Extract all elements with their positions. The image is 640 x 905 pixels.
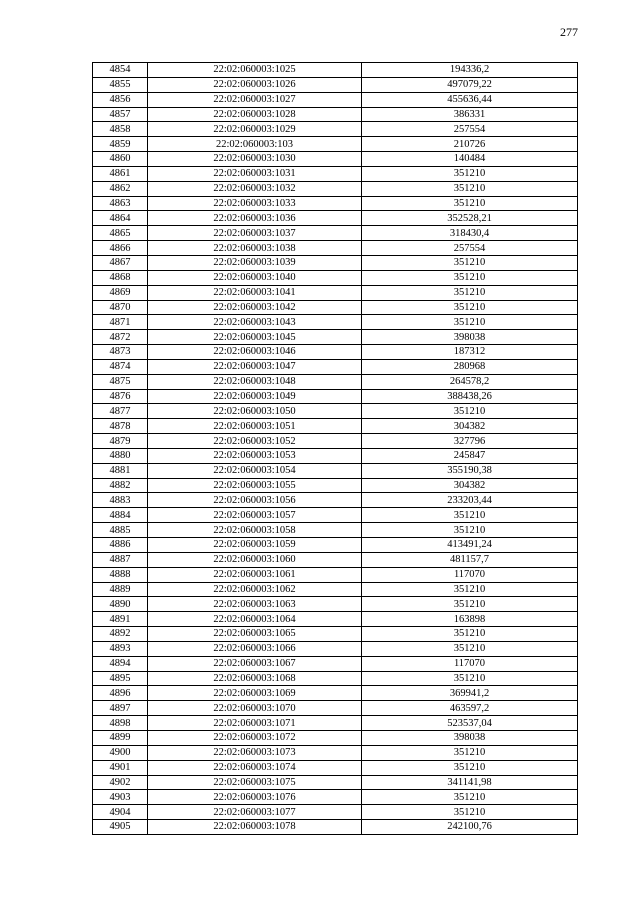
row-number-cell: 4858: [93, 122, 148, 137]
cadastral-number-cell: 22:02:060003:1069: [148, 686, 362, 701]
table-row: [93, 196, 578, 211]
row-number-cell: 4871: [93, 315, 148, 330]
table-row: [93, 612, 578, 627]
row-number-cell: 4891: [93, 612, 148, 627]
value-cell: 351210: [362, 790, 578, 805]
row-number-cell: 4889: [93, 582, 148, 597]
table-row: [93, 315, 578, 330]
table-row: [93, 241, 578, 256]
table-row: [93, 820, 578, 835]
table-row: [93, 285, 578, 300]
table-row: [93, 805, 578, 820]
cadastral-number-cell: 22:02:060003:1076: [148, 790, 362, 805]
value-cell: 351210: [362, 181, 578, 196]
row-number-cell: 4896: [93, 686, 148, 701]
table-row: [93, 211, 578, 226]
cadastral-number-cell: 22:02:060003:1025: [148, 63, 362, 78]
value-cell: 351210: [362, 597, 578, 612]
value-cell: 355190,38: [362, 463, 578, 478]
table-row: [93, 137, 578, 152]
value-cell: 264578,2: [362, 374, 578, 389]
value-cell: 386331: [362, 107, 578, 122]
value-cell: 163898: [362, 612, 578, 627]
table-row: [93, 300, 578, 315]
cadastral-number-cell: 22:02:060003:1055: [148, 478, 362, 493]
cadastral-number-cell: 22:02:060003:1054: [148, 463, 362, 478]
row-number-cell: 4890: [93, 597, 148, 612]
value-cell: 481157,7: [362, 552, 578, 567]
table-row: [93, 627, 578, 642]
row-number-cell: 4873: [93, 345, 148, 360]
table-row: [93, 270, 578, 285]
value-cell: 497079,22: [362, 77, 578, 92]
cadastral-number-cell: 22:02:060003:1031: [148, 166, 362, 181]
value-cell: 304382: [362, 419, 578, 434]
row-number-cell: 4866: [93, 241, 148, 256]
row-number-cell: 4899: [93, 730, 148, 745]
value-cell: 351210: [362, 582, 578, 597]
cadastral-number-cell: 22:02:060003:1027: [148, 92, 362, 107]
row-number-cell: 4868: [93, 270, 148, 285]
value-cell: 351210: [362, 745, 578, 760]
cadastral-number-cell: 22:02:060003:1049: [148, 389, 362, 404]
cadastral-number-cell: 22:02:060003:1039: [148, 255, 362, 270]
row-number-cell: 4876: [93, 389, 148, 404]
row-number-cell: 4904: [93, 805, 148, 820]
cadastral-number-cell: 22:02:060003:1033: [148, 196, 362, 211]
value-cell: 117070: [362, 656, 578, 671]
row-number-cell: 4854: [93, 63, 148, 78]
cadastral-number-cell: 22:02:060003:1030: [148, 152, 362, 167]
value-cell: 280968: [362, 359, 578, 374]
row-number-cell: 4875: [93, 374, 148, 389]
cadastral-number-cell: 22:02:060003:1056: [148, 493, 362, 508]
cadastral-number-cell: 22:02:060003:1053: [148, 448, 362, 463]
table-row: [93, 597, 578, 612]
row-number-cell: 4861: [93, 166, 148, 181]
table-row: [93, 226, 578, 241]
page-number: 277: [560, 25, 578, 39]
table-row: [93, 508, 578, 523]
value-cell: 242100,76: [362, 820, 578, 835]
row-number-cell: 4905: [93, 820, 148, 835]
row-number-cell: 4897: [93, 701, 148, 716]
value-cell: 351210: [362, 315, 578, 330]
table-row: [93, 434, 578, 449]
row-number-cell: 4862: [93, 181, 148, 196]
cadastral-number-cell: 22:02:060003:1075: [148, 775, 362, 790]
table-row: [93, 790, 578, 805]
row-number-cell: 4864: [93, 211, 148, 226]
row-number-cell: 4857: [93, 107, 148, 122]
value-cell: 187312: [362, 345, 578, 360]
cadastral-number-cell: 22:02:060003:1058: [148, 523, 362, 538]
cadastral-number-cell: 22:02:060003:1028: [148, 107, 362, 122]
cadastral-number-cell: 22:02:060003:1042: [148, 300, 362, 315]
cadastral-number-cell: 22:02:060003:1059: [148, 538, 362, 553]
table-row: [93, 181, 578, 196]
value-cell: 257554: [362, 122, 578, 137]
table-row: [93, 92, 578, 107]
table-row: [93, 345, 578, 360]
table-row: [93, 730, 578, 745]
cadastral-number-cell: 22:02:060003:1032: [148, 181, 362, 196]
value-cell: 351210: [362, 255, 578, 270]
row-number-cell: 4884: [93, 508, 148, 523]
value-cell: 351210: [362, 523, 578, 538]
table-row: [93, 122, 578, 137]
cadastral-number-cell: 22:02:060003:1040: [148, 270, 362, 285]
row-number-cell: 4869: [93, 285, 148, 300]
table-row: [93, 478, 578, 493]
value-cell: 398038: [362, 330, 578, 345]
data-table: [92, 62, 578, 835]
table-row: [93, 152, 578, 167]
row-number-cell: 4885: [93, 523, 148, 538]
row-number-cell: 4874: [93, 359, 148, 374]
cadastral-number-cell: 22:02:060003:1070: [148, 701, 362, 716]
cadastral-number-cell: 22:02:060003:1068: [148, 671, 362, 686]
cadastral-number-cell: 22:02:060003:1057: [148, 508, 362, 523]
cadastral-number-cell: 22:02:060003:1067: [148, 656, 362, 671]
cadastral-number-cell: 22:02:060003:1047: [148, 359, 362, 374]
value-cell: 398038: [362, 730, 578, 745]
row-number-cell: 4883: [93, 493, 148, 508]
value-cell: 463597,2: [362, 701, 578, 716]
value-cell: 327796: [362, 434, 578, 449]
value-cell: 304382: [362, 478, 578, 493]
table-row: [93, 389, 578, 404]
cadastral-number-cell: 22:02:060003:1078: [148, 820, 362, 835]
table-row: [93, 552, 578, 567]
table-row: [93, 582, 578, 597]
row-number-cell: 4855: [93, 77, 148, 92]
value-cell: 351210: [362, 671, 578, 686]
cadastral-number-cell: 22:02:060003:1041: [148, 285, 362, 300]
cadastral-number-cell: 22:02:060003:1046: [148, 345, 362, 360]
row-number-cell: 4895: [93, 671, 148, 686]
cadastral-number-cell: 22:02:060003:1050: [148, 404, 362, 419]
cadastral-number-cell: 22:02:060003:1051: [148, 419, 362, 434]
value-cell: 352528,21: [362, 211, 578, 226]
value-cell: 351210: [362, 805, 578, 820]
table-row: [93, 374, 578, 389]
value-cell: 351210: [362, 166, 578, 181]
table-row: [93, 255, 578, 270]
row-number-cell: 4888: [93, 567, 148, 582]
row-number-cell: 4900: [93, 745, 148, 760]
row-number-cell: 4902: [93, 775, 148, 790]
cadastral-number-cell: 22:02:060003:1077: [148, 805, 362, 820]
cadastral-number-cell: 22:02:060003:1061: [148, 567, 362, 582]
cadastral-number-cell: 22:02:060003:1036: [148, 211, 362, 226]
cadastral-number-cell: 22:02:060003:1037: [148, 226, 362, 241]
table-row: [93, 63, 578, 78]
table-row: [93, 463, 578, 478]
cadastral-number-cell: 22:02:060003:1065: [148, 627, 362, 642]
table-body: [93, 63, 578, 835]
value-cell: 351210: [362, 285, 578, 300]
cadastral-number-cell: 22:02:060003:1064: [148, 612, 362, 627]
cadastral-number-cell: 22:02:060003:1062: [148, 582, 362, 597]
row-number-cell: 4859: [93, 137, 148, 152]
value-cell: 369941,2: [362, 686, 578, 701]
cadastral-number-cell: 22:02:060003:1052: [148, 434, 362, 449]
cadastral-number-cell: 22:02:060003:103: [148, 137, 362, 152]
row-number-cell: 4877: [93, 404, 148, 419]
cadastral-number-cell: 22:02:060003:1029: [148, 122, 362, 137]
table-row: [93, 166, 578, 181]
cadastral-number-cell: 22:02:060003:1026: [148, 77, 362, 92]
row-number-cell: 4865: [93, 226, 148, 241]
cadastral-number-cell: 22:02:060003:1038: [148, 241, 362, 256]
cadastral-number-cell: 22:02:060003:1060: [148, 552, 362, 567]
row-number-cell: 4894: [93, 656, 148, 671]
cadastral-number-cell: 22:02:060003:1071: [148, 716, 362, 731]
value-cell: 351210: [362, 300, 578, 315]
table-row: [93, 493, 578, 508]
value-cell: 318430,4: [362, 226, 578, 241]
value-cell: 351210: [362, 641, 578, 656]
table-row: [93, 656, 578, 671]
table-row: [93, 523, 578, 538]
table-row: [93, 701, 578, 716]
row-number-cell: 4898: [93, 716, 148, 731]
value-cell: 117070: [362, 567, 578, 582]
cadastral-number-cell: 22:02:060003:1045: [148, 330, 362, 345]
cadastral-number-cell: 22:02:060003:1074: [148, 760, 362, 775]
row-number-cell: 4860: [93, 152, 148, 167]
row-number-cell: 4881: [93, 463, 148, 478]
row-number-cell: 4903: [93, 790, 148, 805]
value-cell: 351210: [362, 196, 578, 211]
row-number-cell: 4892: [93, 627, 148, 642]
value-cell: 351210: [362, 508, 578, 523]
row-number-cell: 4901: [93, 760, 148, 775]
cadastral-number-cell: 22:02:060003:1073: [148, 745, 362, 760]
row-number-cell: 4882: [93, 478, 148, 493]
row-number-cell: 4867: [93, 255, 148, 270]
row-number-cell: 4893: [93, 641, 148, 656]
value-cell: 210726: [362, 137, 578, 152]
value-cell: 233203,44: [362, 493, 578, 508]
value-cell: 388438,26: [362, 389, 578, 404]
value-cell: 341141,98: [362, 775, 578, 790]
table-row: [93, 107, 578, 122]
table-row: [93, 671, 578, 686]
table-row: [93, 745, 578, 760]
cadastral-number-cell: 22:02:060003:1043: [148, 315, 362, 330]
table-row: [93, 716, 578, 731]
value-cell: 257554: [362, 241, 578, 256]
value-cell: 523537,04: [362, 716, 578, 731]
table-row: [93, 775, 578, 790]
row-number-cell: 4863: [93, 196, 148, 211]
value-cell: 351210: [362, 404, 578, 419]
table-row: [93, 641, 578, 656]
table-row: [93, 760, 578, 775]
table-row: [93, 330, 578, 345]
cadastral-number-cell: 22:02:060003:1063: [148, 597, 362, 612]
value-cell: 455636,44: [362, 92, 578, 107]
value-cell: 351210: [362, 627, 578, 642]
row-number-cell: 4872: [93, 330, 148, 345]
table-row: [93, 686, 578, 701]
table-row: [93, 448, 578, 463]
table-row: [93, 359, 578, 374]
row-number-cell: 4879: [93, 434, 148, 449]
table-row: [93, 538, 578, 553]
row-number-cell: 4878: [93, 419, 148, 434]
table-row: [93, 404, 578, 419]
table-row: [93, 567, 578, 582]
value-cell: 194336,2: [362, 63, 578, 78]
row-number-cell: 4856: [93, 92, 148, 107]
row-number-cell: 4887: [93, 552, 148, 567]
cadastral-number-cell: 22:02:060003:1048: [148, 374, 362, 389]
table-row: [93, 419, 578, 434]
row-number-cell: 4886: [93, 538, 148, 553]
table-row: [93, 77, 578, 92]
value-cell: 351210: [362, 270, 578, 285]
row-number-cell: 4880: [93, 448, 148, 463]
value-cell: 140484: [362, 152, 578, 167]
row-number-cell: 4870: [93, 300, 148, 315]
cadastral-number-cell: 22:02:060003:1066: [148, 641, 362, 656]
value-cell: 351210: [362, 760, 578, 775]
value-cell: 245847: [362, 448, 578, 463]
value-cell: 413491,24: [362, 538, 578, 553]
cadastral-number-cell: 22:02:060003:1072: [148, 730, 362, 745]
